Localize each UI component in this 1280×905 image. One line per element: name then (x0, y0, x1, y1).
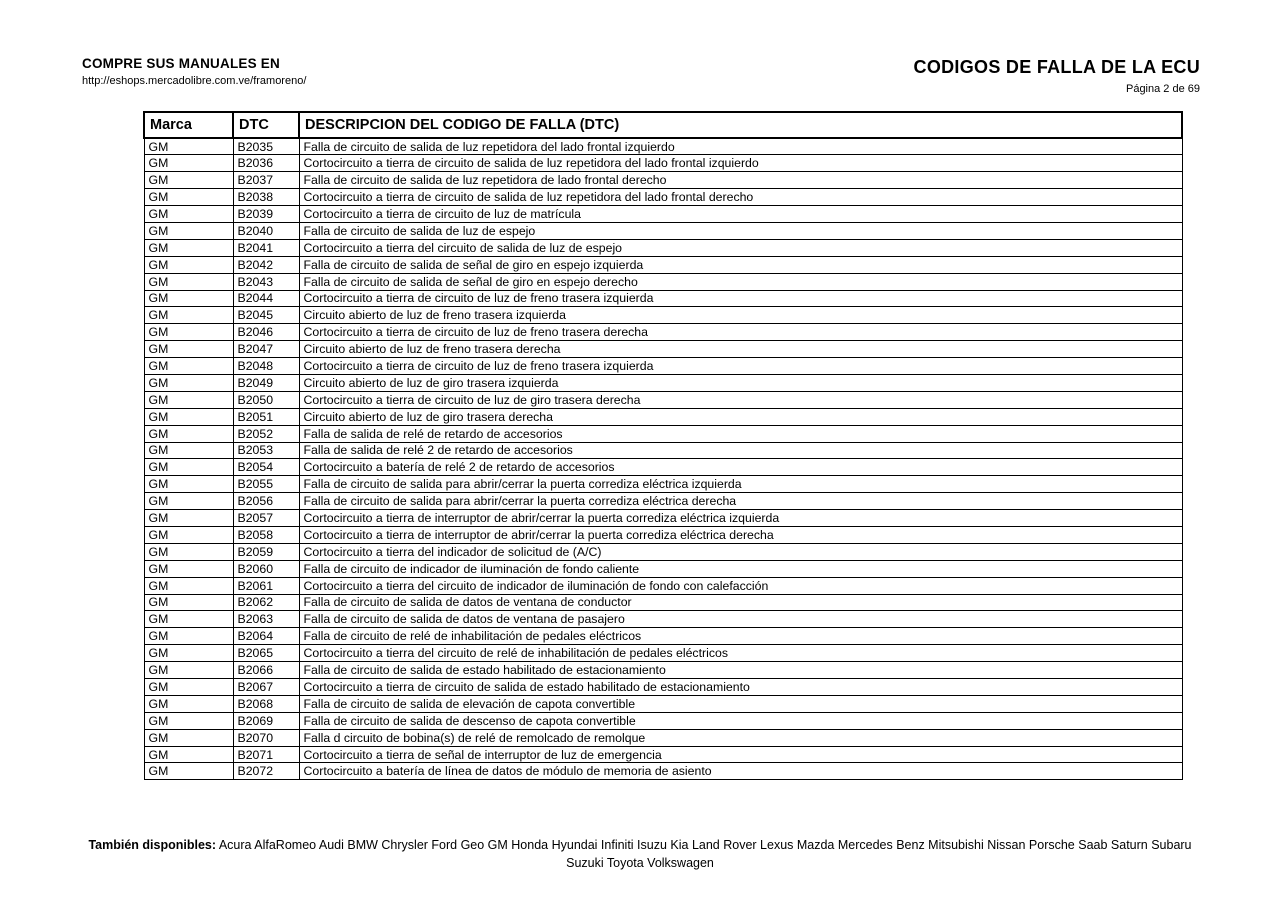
marca-cell: GM (144, 526, 233, 543)
dtc-cell: B2069 (233, 712, 299, 729)
marca-cell: GM (144, 493, 233, 510)
table-row (144, 273, 1182, 290)
description-cell: Cortocircuito a tierra de circuito de luz de giro trasera derecha (299, 391, 1182, 408)
marca-cell: GM (144, 206, 233, 223)
marca-cell: GM (144, 155, 233, 172)
table-row (144, 341, 1182, 358)
description-cell: Falla de circuito de salida de descenso de capota convertible (299, 712, 1182, 729)
marca-cell: GM (144, 442, 233, 459)
table-row (144, 459, 1182, 476)
dtc-table-body (144, 138, 1182, 780)
table-row (144, 695, 1182, 712)
table-row (144, 206, 1182, 223)
marca-cell: GM (144, 628, 233, 645)
marca-cell: GM (144, 189, 233, 206)
table-row (144, 645, 1182, 662)
table-row (144, 577, 1182, 594)
description-cell: Cortocircuito a tierra de circuito de salida de estado habilitado de estacionamiento (299, 679, 1182, 696)
description-cell: Falla de circuito de salida de luz repetidora de lado frontal derecho (299, 172, 1182, 189)
dtc-cell: B2056 (233, 493, 299, 510)
table-row (144, 510, 1182, 527)
marca-cell: GM (144, 172, 233, 189)
description-cell: Circuito abierto de luz de giro trasera derecha (299, 408, 1182, 425)
seller-title: COMPRE SUS MANUALES EN (82, 56, 280, 71)
table-row (144, 290, 1182, 307)
description-cell: Falla d circuito de bobina(s) de relé de remolcado de remolque (299, 729, 1182, 746)
marca-cell: GM (144, 425, 233, 442)
dtc-cell: B2040 (233, 222, 299, 239)
marca-cell: GM (144, 712, 233, 729)
table-row (144, 746, 1182, 763)
description-cell: Cortocircuito a tierra del circuito de relé de inhabilitación de pedales eléctricos (299, 645, 1182, 662)
table-row (144, 189, 1182, 206)
marca-cell: GM (144, 543, 233, 560)
dtc-cell: B2067 (233, 679, 299, 696)
dtc-cell: B2053 (233, 442, 299, 459)
dtc-cell: B2066 (233, 662, 299, 679)
table-row (144, 324, 1182, 341)
table-row (144, 391, 1182, 408)
marca-cell: GM (144, 510, 233, 527)
marca-cell: GM (144, 746, 233, 763)
dtc-cell: B2059 (233, 543, 299, 560)
marca-cell: GM (144, 611, 233, 628)
table-row (144, 679, 1182, 696)
description-cell: Cortocircuito a batería de relé 2 de retardo de accesorios (299, 459, 1182, 476)
brand-list: Acura AlfaRomeo Audi BMW Chrysler Ford Geo GM Honda Hyundai Infiniti Isuzu Kia Land Rover Lexus Mazda Mercedes Benz Mitsubishi Nissan Porsche Saab Saturn Subaru Suzuki Toyota Volkswagen (218, 838, 1192, 871)
description-cell: Falla de circuito de salida de luz repetidora del lado frontal izquierdo (299, 138, 1182, 155)
dtc-cell: B2035 (233, 138, 299, 155)
description-cell: Cortocircuito a tierra de circuito de salida de luz repetidora del lado frontal izquierdo (299, 155, 1182, 172)
marca-cell: GM (144, 577, 233, 594)
table-row (144, 442, 1182, 459)
table-row (144, 425, 1182, 442)
dtc-cell: B2071 (233, 746, 299, 763)
description-cell: Falla de circuito de salida de datos de ventana de pasajero (299, 611, 1182, 628)
dtc-cell: B2045 (233, 307, 299, 324)
dtc-table (143, 111, 1183, 780)
description-cell: Falla de circuito de salida de elevación de capota convertible (299, 695, 1182, 712)
description-cell: Falla de circuito de salida de datos de ventana de conductor (299, 594, 1182, 611)
table-row (144, 138, 1182, 155)
table-row (144, 307, 1182, 324)
dtc-cell: B2063 (233, 611, 299, 628)
column-header-dtc: DTC (233, 112, 299, 138)
marca-cell: GM (144, 560, 233, 577)
description-cell: Cortocircuito a tierra del circuito de salida de luz de espejo (299, 239, 1182, 256)
dtc-cell: B2038 (233, 189, 299, 206)
table-row (144, 408, 1182, 425)
document-header (914, 57, 1200, 95)
marca-cell: GM (144, 273, 233, 290)
description-cell: Falla de circuito de salida de señal de giro en espejo izquierda (299, 256, 1182, 273)
seller-url: http://eshops.mercadolibre.com.ve/framoreno/ (82, 75, 307, 87)
table-row (144, 611, 1182, 628)
marca-cell: GM (144, 138, 233, 155)
dtc-cell: B2049 (233, 374, 299, 391)
marca-cell: GM (144, 374, 233, 391)
description-cell: Circuito abierto de luz de freno trasera derecha (299, 341, 1182, 358)
dtc-cell: B2043 (233, 273, 299, 290)
dtc-cell: B2072 (233, 763, 299, 780)
marca-cell: GM (144, 662, 233, 679)
table-row (144, 358, 1182, 375)
table-row (144, 662, 1182, 679)
dtc-cell: B2037 (233, 172, 299, 189)
marca-cell: GM (144, 679, 233, 696)
description-cell: Falla de circuito de salida para abrir/cerrar la puerta corrediza eléctrica izquierda (299, 476, 1182, 493)
description-cell: Cortocircuito a tierra de interruptor de abrir/cerrar la puerta corrediza eléctrica derecha (299, 526, 1182, 543)
table-row (144, 594, 1182, 611)
dtc-cell: B2060 (233, 560, 299, 577)
description-cell: Cortocircuito a tierra de circuito de luz de matrícula (299, 206, 1182, 223)
dtc-cell: B2057 (233, 510, 299, 527)
marca-cell: GM (144, 763, 233, 780)
dtc-cell: B2036 (233, 155, 299, 172)
dtc-cell: B2065 (233, 645, 299, 662)
description-cell: Falla de circuito de indicador de iluminación de fondo caliente (299, 560, 1182, 577)
column-header-marca: Marca (144, 112, 233, 138)
description-cell: Cortocircuito a tierra de circuito de luz de freno trasera izquierda (299, 358, 1182, 375)
dtc-cell: B2046 (233, 324, 299, 341)
dtc-cell: B2041 (233, 239, 299, 256)
table-row (144, 526, 1182, 543)
marca-cell: GM (144, 729, 233, 746)
dtc-cell: B2051 (233, 408, 299, 425)
marca-cell: GM (144, 645, 233, 662)
marca-cell: GM (144, 476, 233, 493)
column-header-description: DESCRIPCION DEL CODIGO DE FALLA (DTC) (299, 112, 1182, 138)
description-cell: Cortocircuito a batería de línea de datos de módulo de memoria de asiento (299, 763, 1182, 780)
marca-cell: GM (144, 341, 233, 358)
description-cell: Cortocircuito a tierra de circuito de salida de luz repetidora del lado frontal derecho (299, 189, 1182, 206)
table-row (144, 239, 1182, 256)
description-cell: Falla de salida de relé de retardo de accesorios (299, 425, 1182, 442)
marca-cell: GM (144, 408, 233, 425)
description-cell: Cortocircuito a tierra del circuito de indicador de iluminación de fondo con calefacción (299, 577, 1182, 594)
description-cell: Cortocircuito a tierra de señal de interruptor de luz de emergencia (299, 746, 1182, 763)
dtc-cell: B2047 (233, 341, 299, 358)
dtc-cell: B2052 (233, 425, 299, 442)
also-available-text (88, 836, 1193, 872)
dtc-cell: B2054 (233, 459, 299, 476)
table-row (144, 256, 1182, 273)
description-cell: Cortocircuito a tierra del indicador de solicitud de (A/C) (299, 543, 1182, 560)
marca-cell: GM (144, 358, 233, 375)
table-row (144, 476, 1182, 493)
marca-cell: GM (144, 459, 233, 476)
dtc-cell: B2064 (233, 628, 299, 645)
table-row (144, 374, 1182, 391)
description-cell: Circuito abierto de luz de giro trasera izquierda (299, 374, 1182, 391)
table-row (144, 729, 1182, 746)
description-cell: Falla de circuito de salida de estado habilitado de estacionamiento (299, 662, 1182, 679)
dtc-cell: B2042 (233, 256, 299, 273)
table-row (144, 628, 1182, 645)
marca-cell: GM (144, 239, 233, 256)
marca-cell: GM (144, 290, 233, 307)
dtc-cell: B2044 (233, 290, 299, 307)
marca-cell: GM (144, 222, 233, 239)
footer (0, 836, 1280, 872)
dtc-cell: B2061 (233, 577, 299, 594)
dtc-cell: B2062 (233, 594, 299, 611)
table-row (144, 763, 1182, 780)
description-cell: Falla de circuito de salida para abrir/cerrar la puerta corrediza eléctrica derecha (299, 493, 1182, 510)
also-available-label: También disponibles: (88, 838, 217, 852)
description-cell: Cortocircuito a tierra de circuito de luz de freno trasera derecha (299, 324, 1182, 341)
description-cell: Falla de circuito de relé de inhabilitación de pedales eléctricos (299, 628, 1182, 645)
dtc-cell: B2068 (233, 695, 299, 712)
dtc-cell: B2050 (233, 391, 299, 408)
dtc-cell: B2058 (233, 526, 299, 543)
table-row (144, 560, 1182, 577)
description-cell: Cortocircuito a tierra de interruptor de abrir/cerrar la puerta corrediza eléctrica izquierda (299, 510, 1182, 527)
table-row (144, 493, 1182, 510)
table-row (144, 222, 1182, 239)
table-row (144, 155, 1182, 172)
seller-header (82, 56, 306, 87)
page-indicator: Página 2 de 69 (1125, 83, 1200, 95)
description-cell: Falla de circuito de salida de luz de espejo (299, 222, 1182, 239)
marca-cell: GM (144, 324, 233, 341)
table-row (144, 712, 1182, 729)
description-cell: Falla de circuito de salida de señal de giro en espejo derecho (299, 273, 1182, 290)
dtc-cell: B2070 (233, 729, 299, 746)
dtc-cell: B2048 (233, 358, 299, 375)
table-row (144, 172, 1182, 189)
dtc-cell: B2055 (233, 476, 299, 493)
marca-cell: GM (144, 594, 233, 611)
marca-cell: GM (144, 391, 233, 408)
table-row (144, 543, 1182, 560)
marca-cell: GM (144, 307, 233, 324)
description-cell: Circuito abierto de luz de freno trasera izquierda (299, 307, 1182, 324)
marca-cell: GM (144, 256, 233, 273)
dtc-cell: B2039 (233, 206, 299, 223)
description-cell: Cortocircuito a tierra de circuito de luz de freno trasera izquierda (299, 290, 1182, 307)
page-title: CODIGOS DE FALLA DE LA ECU (913, 57, 1200, 77)
marca-cell: GM (144, 695, 233, 712)
description-cell: Falla de salida de relé 2 de retardo de accesorios (299, 442, 1182, 459)
table-header-row (144, 112, 1182, 138)
